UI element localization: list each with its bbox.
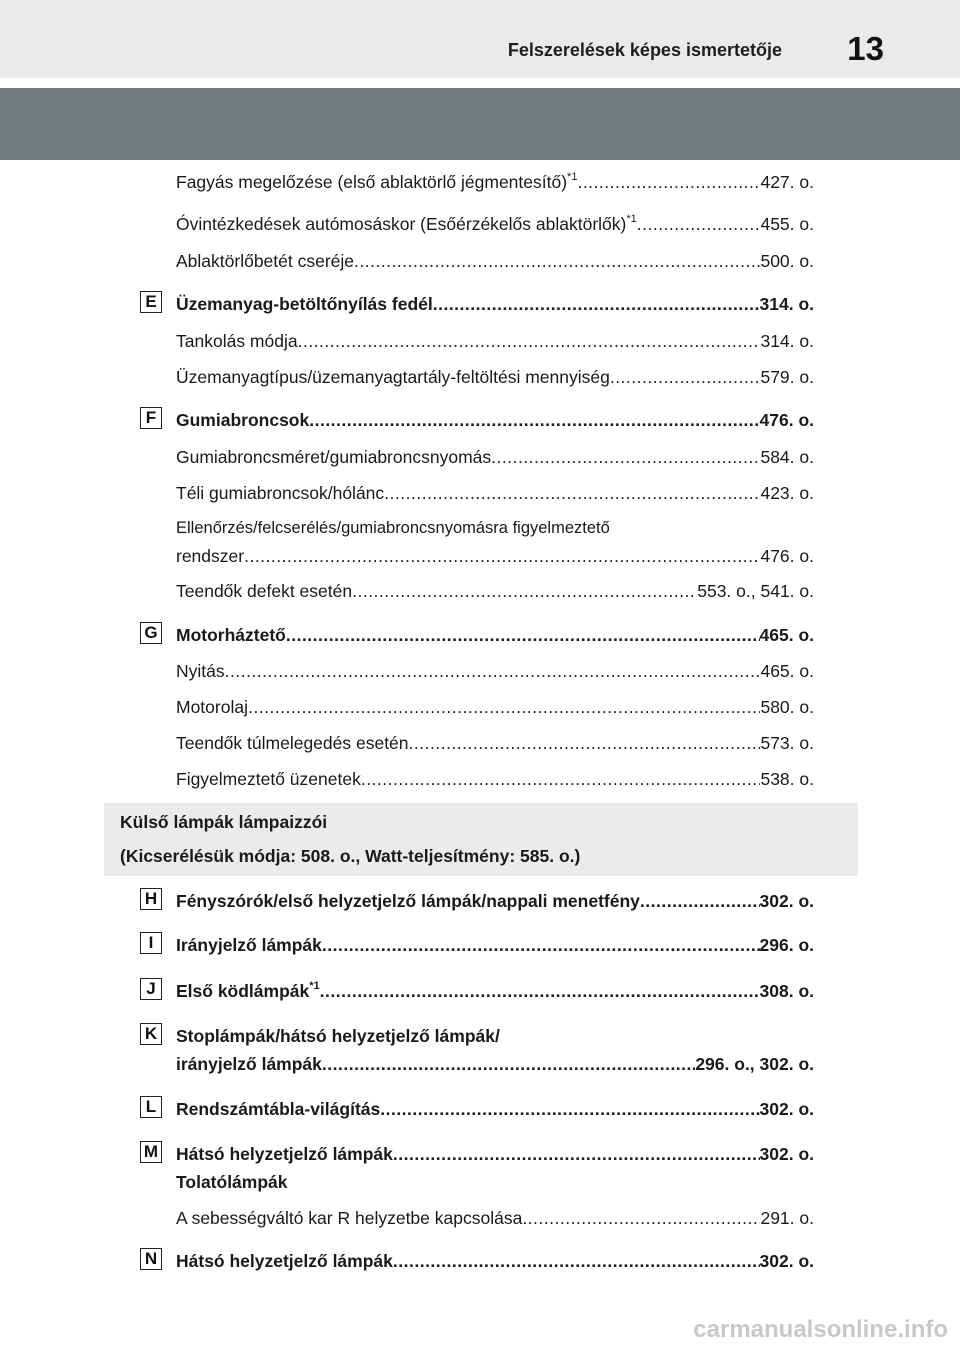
entry-text: Hátsó helyzetjelző lámpák bbox=[176, 1144, 393, 1164]
page-ref: 291. o. bbox=[760, 1208, 814, 1228]
entry-tolatolampak: Tolatólámpák bbox=[176, 1172, 288, 1192]
leader-dots bbox=[361, 768, 761, 790]
entry-text: Gumiabroncsméret/gumiabroncsnyomás bbox=[176, 447, 492, 467]
page-ref: 476. o. bbox=[759, 410, 814, 430]
entry-ellenorzes-line1: Ellenőrzés/felcserélés/gumiabroncsnyomásra figyelmeztető bbox=[176, 519, 610, 537]
entry-text: Üzemanyagtípus/üzemanyagtartály-feltöltési mennyiség bbox=[176, 367, 610, 387]
entry-text: Tankolás módja bbox=[176, 331, 298, 351]
leader-dots bbox=[640, 890, 760, 912]
entry-gumimeret bbox=[176, 446, 814, 468]
label-letter-m: M bbox=[140, 1141, 162, 1163]
page-ref: 553. o., 541. o. bbox=[697, 581, 814, 601]
lamp-info-box bbox=[104, 803, 858, 876]
leader-dots bbox=[309, 409, 759, 431]
entry-uzemanyagtipus bbox=[176, 366, 814, 388]
leader-dots bbox=[354, 250, 760, 272]
leader-dots bbox=[637, 213, 761, 235]
entry-motorhazteto bbox=[176, 624, 814, 646]
header-bar bbox=[0, 0, 960, 78]
entry-tankolas bbox=[176, 330, 814, 352]
page-ref: 308. o. bbox=[759, 981, 814, 1001]
leader-dots bbox=[433, 293, 760, 315]
entry-rendszamtabla bbox=[176, 1098, 814, 1120]
lamp-box-subtitle: (Kicserélésük módja: 508. o., Watt-teljesítmény: 585. o.) bbox=[120, 846, 581, 866]
leader-dots bbox=[322, 934, 760, 956]
label-letter-i: I bbox=[140, 932, 162, 954]
page-ref: 476. o. bbox=[760, 546, 814, 566]
entry-hatso-helyzetjelzo-n bbox=[176, 1250, 814, 1272]
entry-text: Fagyás megelőzése (első ablaktörlő jégmentesítő) bbox=[176, 172, 568, 192]
entry-text: Hátsó helyzetjelző lámpák bbox=[176, 1251, 393, 1271]
entry-iranyjelzo bbox=[176, 934, 814, 956]
lamp-box-title: Külső lámpák lámpaizzói bbox=[120, 812, 328, 832]
footnote-mark: *1 bbox=[567, 171, 578, 183]
entry-stoplampak-line1: Stoplámpák/hátsó helyzetjelző lámpák/ bbox=[176, 1026, 500, 1046]
entry-text: Első ködlámpák bbox=[176, 981, 310, 1001]
entry-uzemanyag-fedel bbox=[176, 293, 814, 315]
leader-dots bbox=[384, 482, 760, 504]
entry-text: A sebességváltó kar R helyzetbe kapcsolása bbox=[176, 1208, 523, 1228]
section-title: Felszerelések képes ismertetője bbox=[507, 40, 782, 60]
page-ref: 579. o. bbox=[760, 367, 814, 387]
page-ref: 302. o. bbox=[759, 1251, 814, 1271]
leader-dots bbox=[352, 580, 697, 602]
entry-figyelmezteto bbox=[176, 768, 814, 790]
page-ref: 427. o. bbox=[760, 172, 814, 192]
page-ref: 314. o. bbox=[759, 294, 814, 314]
entry-defekt bbox=[176, 580, 814, 602]
entry-text: Téli gumiabroncsok/hólánc bbox=[176, 483, 385, 503]
label-letter-g: G bbox=[140, 622, 162, 644]
page-ref: 302. o. bbox=[759, 1144, 814, 1164]
entry-text: irányjelző lámpák bbox=[176, 1054, 322, 1074]
page-ref: 465. o. bbox=[759, 625, 814, 645]
page-ref: 314. o. bbox=[760, 331, 814, 351]
footnote-mark: *1 bbox=[626, 213, 637, 225]
entry-sebessegvalto bbox=[176, 1207, 814, 1229]
label-letter-e: E bbox=[140, 291, 162, 313]
page-ref: 302. o. bbox=[759, 1099, 814, 1119]
entry-text: Motorolaj bbox=[176, 697, 248, 717]
label-letter-n: N bbox=[140, 1248, 162, 1270]
header-band bbox=[0, 88, 960, 160]
entry-text: Irányjelző lámpák bbox=[176, 935, 322, 955]
entry-nyitas bbox=[176, 660, 814, 682]
label-letter-j: J bbox=[140, 978, 162, 1000]
page-ref: 296. o. bbox=[759, 935, 814, 955]
leader-dots bbox=[225, 660, 761, 682]
watermark: carmanualsonline.info bbox=[693, 1316, 948, 1343]
leader-dots bbox=[610, 366, 761, 388]
entry-text: rendszer bbox=[176, 546, 245, 566]
label-letter-l: L bbox=[140, 1096, 162, 1118]
leader-dots bbox=[248, 696, 760, 718]
entry-ellenorzes bbox=[176, 545, 814, 567]
page-ref: 302. o. bbox=[759, 891, 814, 911]
page-ref: 584. o. bbox=[760, 447, 814, 467]
leader-dots bbox=[393, 1143, 760, 1165]
entry-teli bbox=[176, 482, 814, 504]
label-letter-h: H bbox=[140, 888, 162, 910]
entry-text: Nyitás bbox=[176, 661, 225, 681]
page-ref: 500. o. bbox=[760, 251, 814, 271]
leader-dots bbox=[380, 1098, 759, 1120]
page-ref: 423. o. bbox=[760, 483, 814, 503]
entry-ablaktorlobetet bbox=[176, 250, 814, 272]
entry-text: Óvintézkedések autómosáskor (Esőérzékelős ablaktörlők) bbox=[176, 214, 627, 234]
page-ref: 465. o. bbox=[760, 661, 814, 681]
entry-text: Figyelmeztető üzenetek bbox=[176, 769, 361, 789]
leader-dots bbox=[320, 980, 760, 1002]
entry-text: Ablaktörlőbetét cseréje bbox=[176, 251, 355, 271]
leader-dots bbox=[409, 732, 761, 754]
leader-dots bbox=[393, 1250, 760, 1272]
entry-fagyas bbox=[176, 171, 814, 193]
entry-fenyszorok bbox=[176, 890, 814, 912]
leader-dots bbox=[286, 624, 760, 646]
label-letter-f: F bbox=[140, 407, 162, 429]
leader-dots bbox=[298, 330, 761, 352]
entry-kodlampak bbox=[176, 980, 814, 1002]
leader-dots bbox=[577, 171, 760, 193]
leader-dots bbox=[522, 1207, 760, 1229]
page-ref: 538. o. bbox=[760, 769, 814, 789]
entry-motorolaj bbox=[176, 696, 814, 718]
label-letter-k: K bbox=[140, 1023, 162, 1045]
entry-ovintezkedesek bbox=[176, 213, 814, 235]
entry-hatso-helyzetjelzo-m bbox=[176, 1143, 814, 1165]
entry-text: Rendszámtábla-világítás bbox=[176, 1099, 381, 1119]
leader-dots bbox=[322, 1053, 695, 1075]
page-number: 13 bbox=[847, 30, 884, 67]
entry-text: Motorháztető bbox=[176, 625, 286, 645]
entry-text: Teendők túlmelegedés esetén bbox=[176, 733, 409, 753]
footnote-mark: *1 bbox=[309, 980, 320, 992]
entry-text: Teendők defekt esetén bbox=[176, 581, 353, 601]
page-ref: 455. o. bbox=[760, 214, 814, 234]
page-ref: 573. o. bbox=[760, 733, 814, 753]
entry-text: Üzemanyag-betöltőnyílás fedél bbox=[176, 294, 433, 314]
entry-stoplampak bbox=[176, 1053, 814, 1075]
page-ref: 296. o., 302. o. bbox=[695, 1054, 814, 1074]
entry-text: Gumiabroncsok bbox=[176, 410, 310, 430]
leader-dots bbox=[491, 446, 760, 468]
entry-tulmelegedes bbox=[176, 732, 814, 754]
page-ref: 580. o. bbox=[760, 697, 814, 717]
entry-text: Fényszórók/első helyzetjelző lámpák/nappali menetfény bbox=[176, 891, 640, 911]
leader-dots bbox=[244, 545, 760, 567]
entry-gumiabroncsok bbox=[176, 409, 814, 431]
